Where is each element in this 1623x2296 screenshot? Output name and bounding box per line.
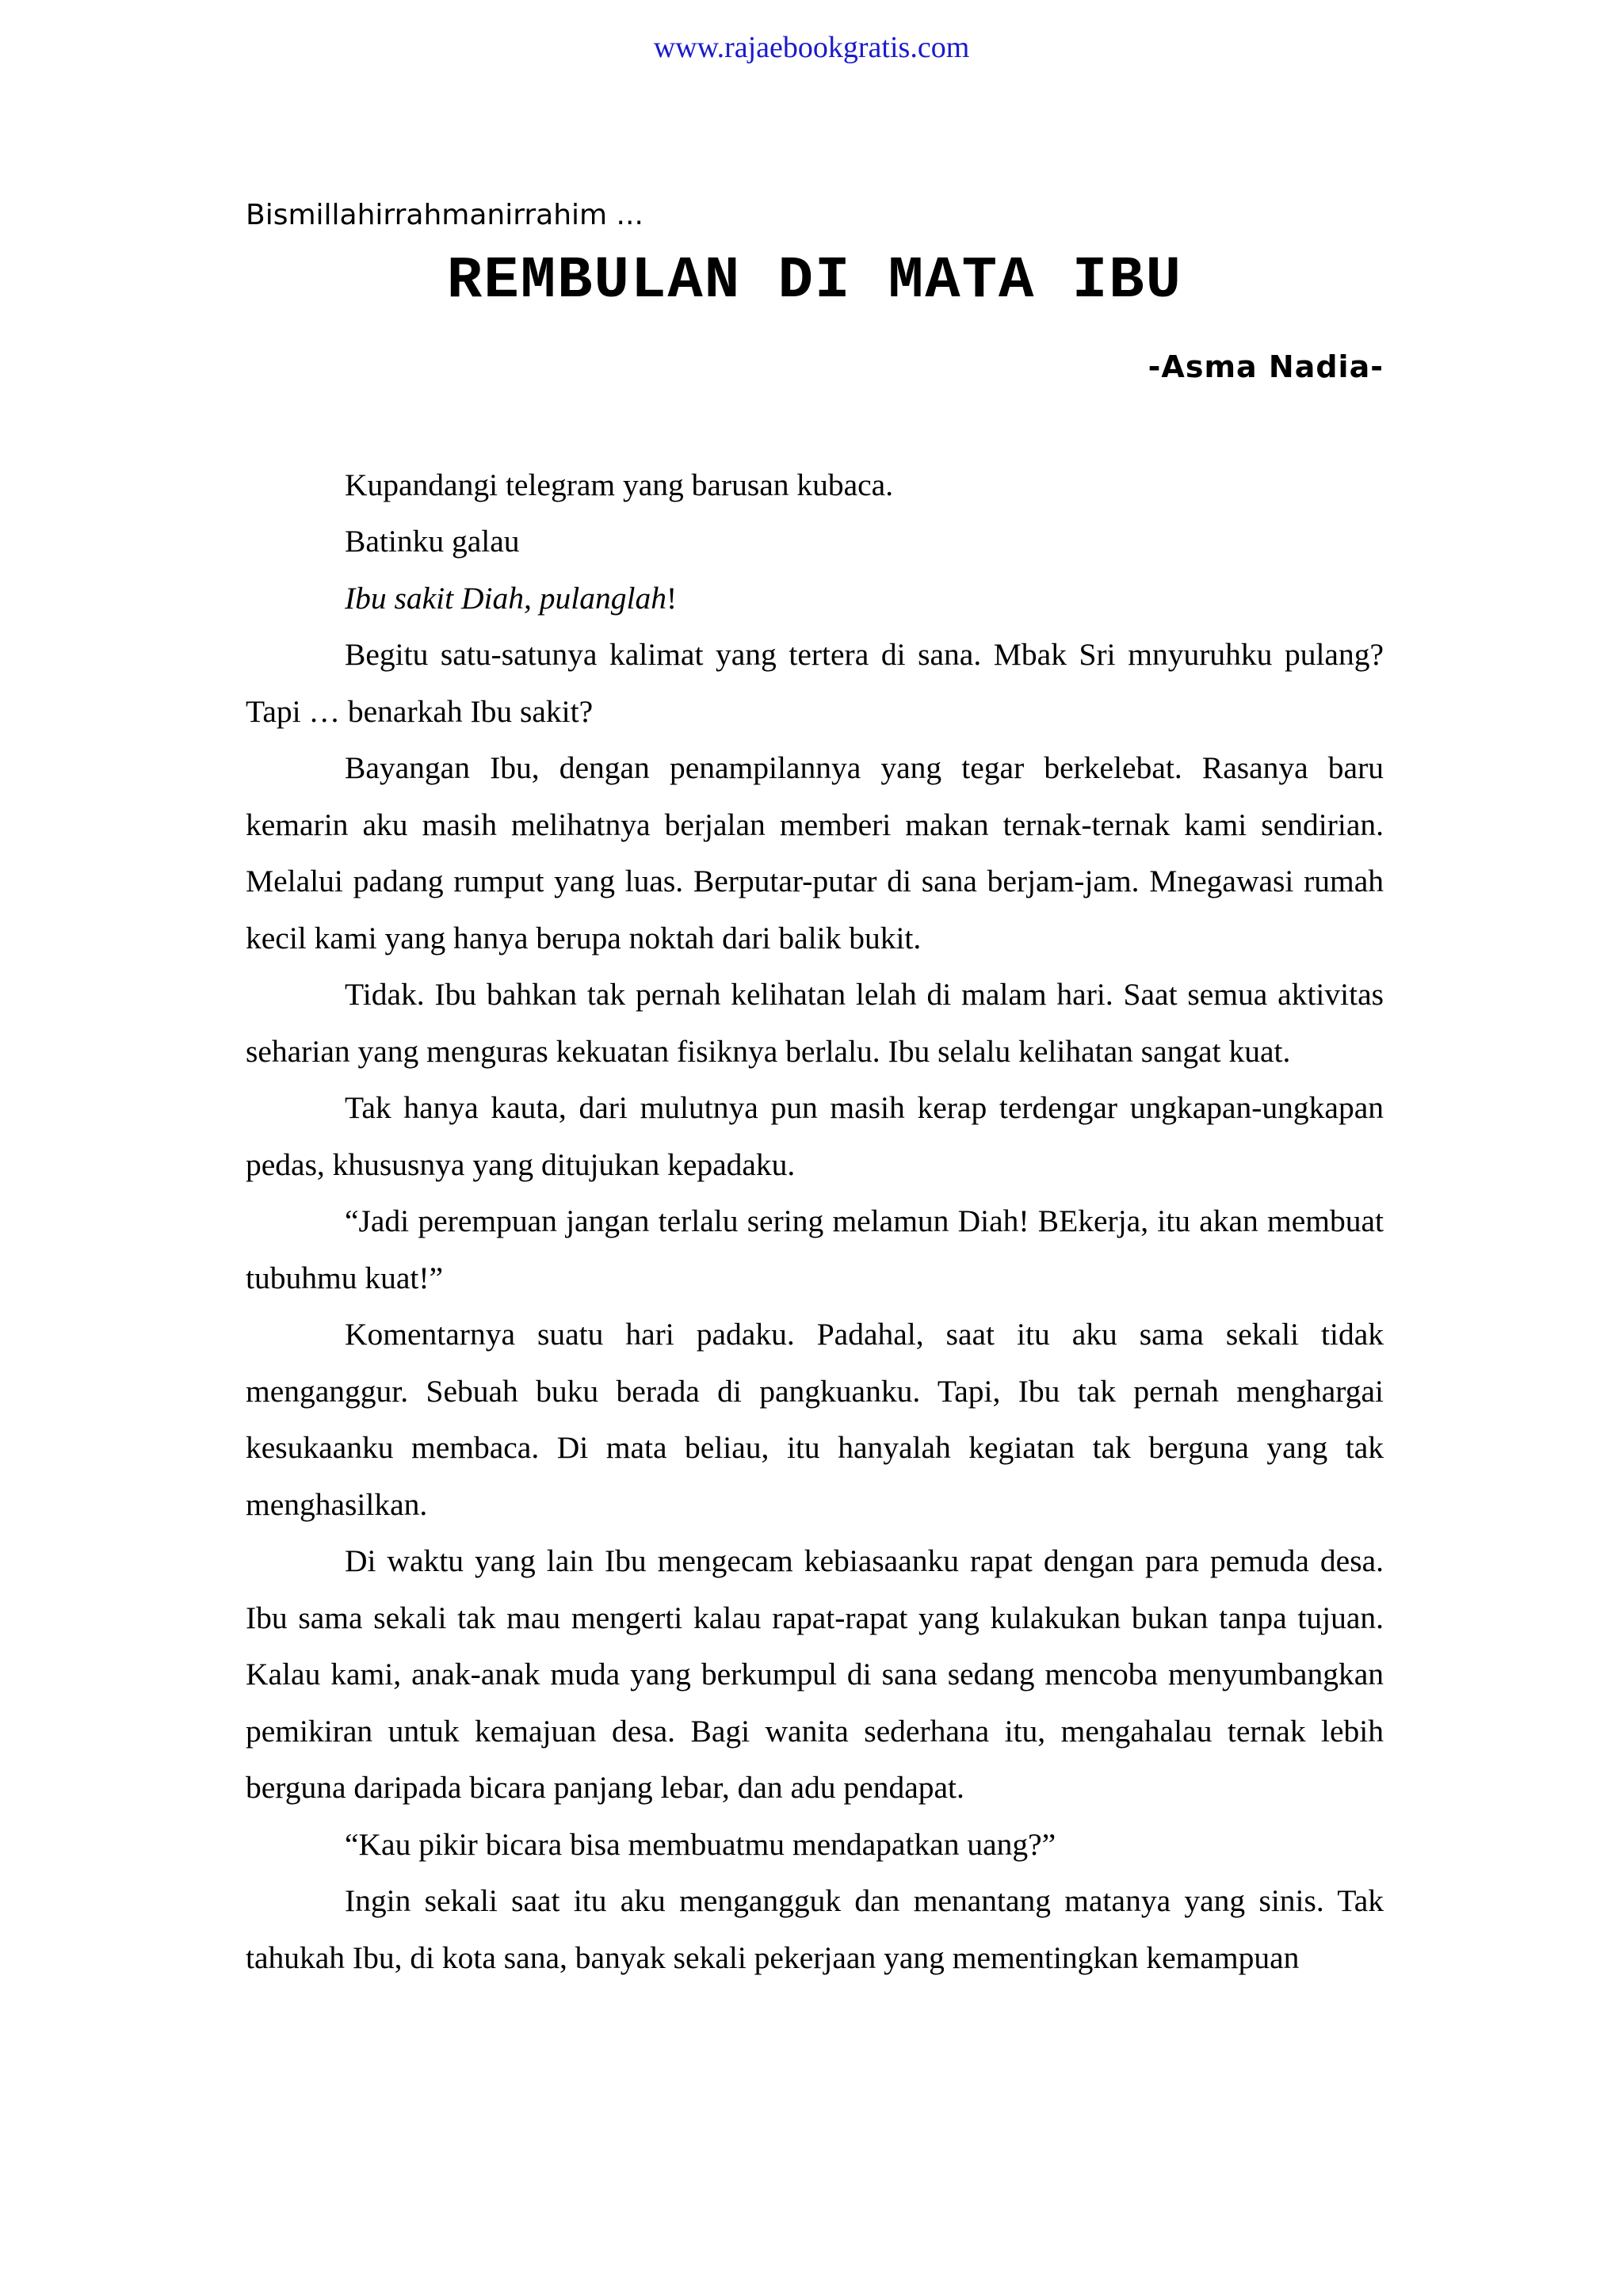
document-page <box>246 198 1384 1986</box>
paragraph: “Jadi perempuan jangan terlalu sering melamun Diah! BEkerja, itu akan membuat tubuhmu kuat!” <box>246 1203 1384 1295</box>
paragraph: Batinku galau <box>345 524 520 559</box>
paragraph: Di waktu yang lain Ibu mengecam kebiasaanku rapat dengan para pemuda desa. Ibu sama sekali tak mau mengerti kalau rapat-rapat yang kulakukan bukan tanpa tujuan. Kalau kami, anak-anak muda yang berkumpul di sana sedang mencoba menyumbangkan pemikiran untuk kemajuan desa. Bagi wanita sederhana itu, mengahalau ternak lebih berguna daripada bicara panjang lebar, dan adu pendapat. <box>246 1543 1384 1806</box>
telegram-quote <box>246 570 1384 627</box>
story-body <box>246 457 1384 1987</box>
paragraph: Bayangan Ibu, dengan penampilannya yang tegar berkelebat. Rasanya baru kemarin aku masih melihatnya berjalan memberi makan ternak-ternak kami sendirian. Melalui padang rumput yang luas. Berputar-putar di sana berjam-jam. Mnegawasi rumah kecil kami yang hanya berupa noktah dari balik bukit. <box>246 750 1384 955</box>
paragraph: Tak hanya kauta, dari mulutnya pun masih kerap terdengar ungkapan-ungkapan pedas, khususnya yang ditujukan kepadaku. <box>246 1090 1384 1182</box>
telegram-punctuation: ! <box>666 580 678 616</box>
story-title: REMBULAN DI MATA IBU <box>446 248 1183 315</box>
paragraph: Tidak. Ibu bahkan tak pernah kelihatan lelah di malam hari. Saat semua aktivitas seharian yang menguras kekuatan fisiknya berlalu. Ibu selalu kelihatan sangat kuat. <box>246 977 1384 1069</box>
paragraph: Begitu satu-satunya kalimat yang tertera di sana. Mbak Sri mnyuruhku pulang? Tapi … benarkah Ibu sakit? <box>246 637 1384 729</box>
paragraph: Ingin sekali saat itu aku mengangguk dan menantang matanya yang sinis. Tak tahukah Ibu, di kota sana, banyak sekali pekerjaan yang mementingkan kemampuan <box>246 1883 1384 1975</box>
paragraph: “Kau pikir bicara bisa membuatmu mendapatkan uang?” <box>345 1826 1056 1862</box>
website-link[interactable]: www.rajaebookgratis.com <box>653 31 970 64</box>
paragraph: Kupandangi telegram yang barusan kubaca. <box>345 467 894 502</box>
paragraph: Komentarnya suatu hari padaku. Padahal, saat itu aku sama sekali tidak menganggur. Sebuah buku berada di pangkuanku. Tapi, Ibu tak pernah menghargai kesukaanku membaca. Di mata beliau, itu hanyalah kegiatan tak berguna yang tak menghasilkan. <box>246 1317 1384 1522</box>
telegram-text: Ibu sakit Diah, pulanglah <box>345 580 666 616</box>
author-name: -Asma Nadia- <box>1148 349 1384 384</box>
basmala-text: Bismillahirrahmanirrahim ... <box>246 199 643 231</box>
